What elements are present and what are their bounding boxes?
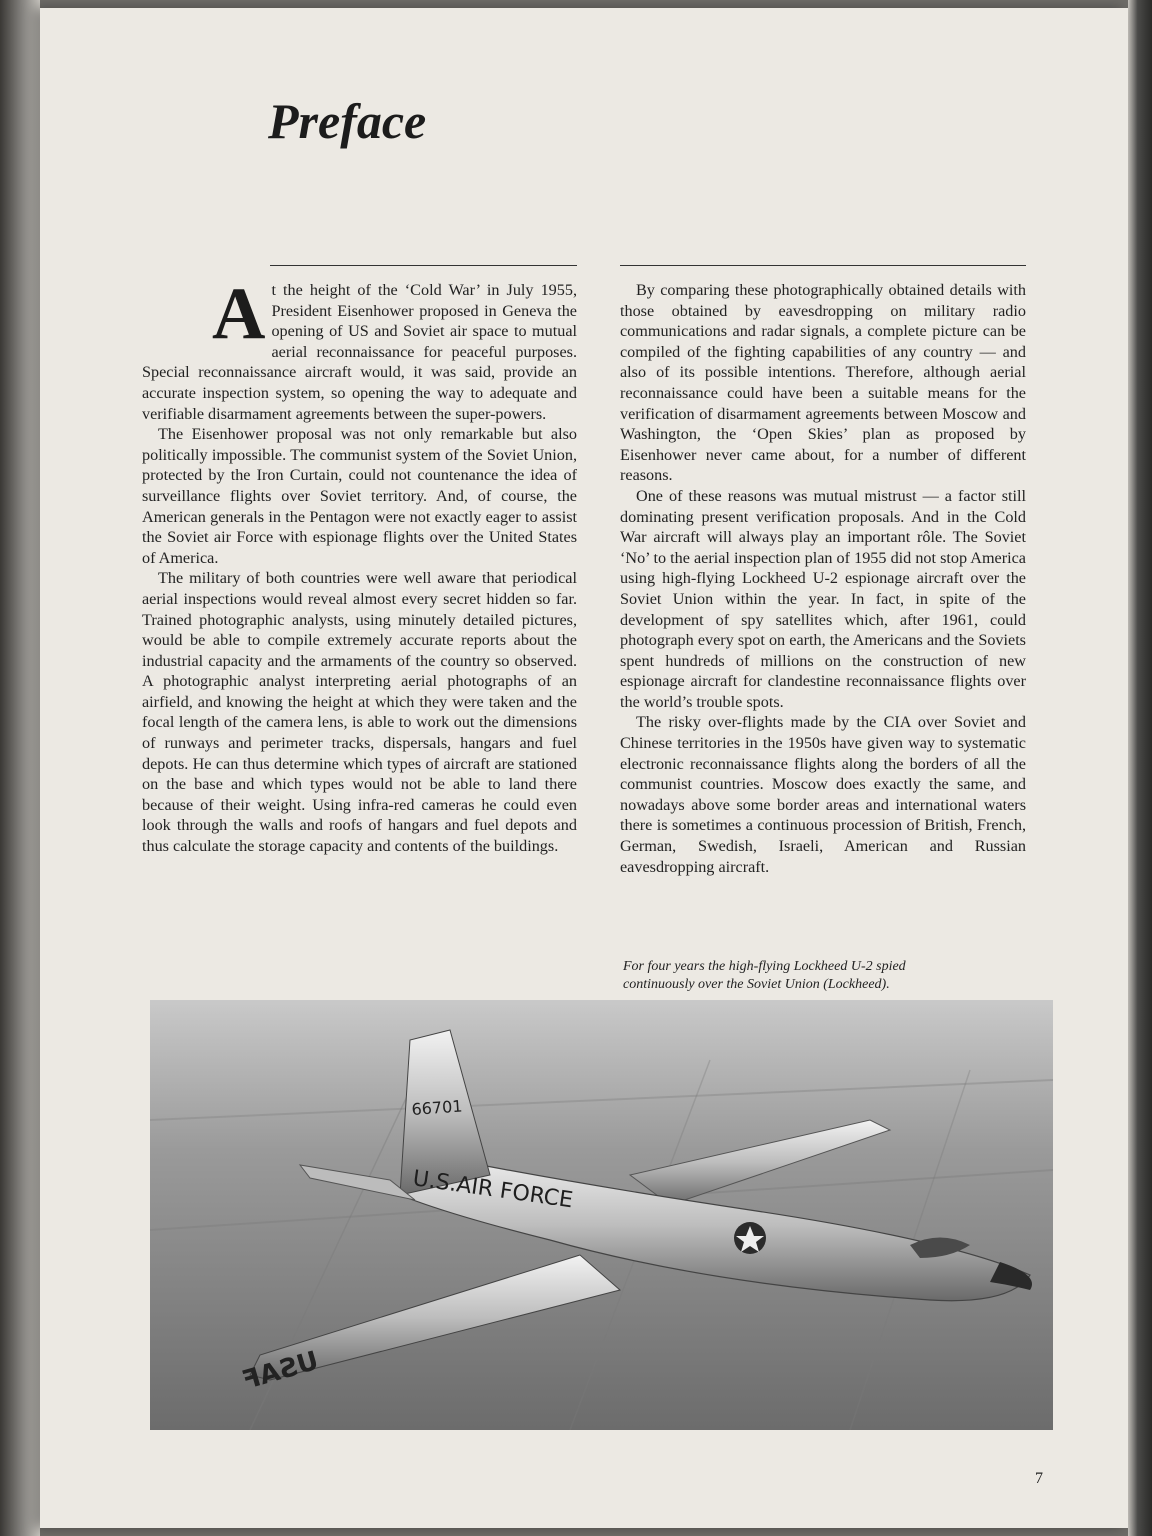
page-title: Preface [268,93,427,149]
right-column [620,265,1026,877]
aircraft-photo [150,1000,1053,1430]
u2-aircraft-illustration [150,1000,1053,1430]
paragraph: By comparing these photographically obtained details with those obtained by eavesdropping on military radio communications and radar signals, a complete picture can be compiled of the fighting capabilities of any country — and also of its possible intentions. Therefore, although aerial reconnaissance could have been a suitable means for the verification of disarmament agreements between Moscow and Washington, the ‘Open Skies’ plan as proposed by Eisenhower never came about, for a number of different reasons. [620,281,1026,485]
drop-cap: A [212,273,266,355]
paragraph: The risky over-flights made by the CIA over Soviet and Chinese territories in the 1950s have given way to systematic electronic reconnaissance flights along the borders of all the communist countries. Moscow does exactly the same, and nowadays above some border areas and international waters there is sometimes a continuous procession of British, French, German, Swedish, Israeli, American and Russian eavesdropping aircraft. [620,713,1026,876]
fuselage-marking: U.S.AIR FORCE [411,1166,575,1214]
book-binding-left [0,0,40,1536]
paragraph-text: t the height of the ‘Cold War’ in July 1955, President Eisenhower proposed in Geneva the opening of US and Soviet air space to mutual aerial reconnaissance for peaceful purposes. Special reconnaissance aircraft would, it was said, provide an accurate inspection system, so opening the way to adequate and verifiable disarmament agreements between the super-powers. [142,281,577,423]
paragraph [142,273,577,424]
left-column [142,265,577,857]
paragraph: The military of both countries were well aware that periodical aerial inspections would reveal almost every secret hidden so far. Trained photographic analysts, using minutely detailed pictures, would be able to compile extremely accurate reports about the industrial capacity and the armaments of the country so observed. A photographic analyst interpreting aerial photographs of an airfield, and knowing the height at which they were taken and the focal length of the camera lens, is able to work out the dimensions of runways and perimeter tracks, dispersals, hangars and fuel depots. He can thus determine which types of aircraft are stationed on the base and which types would not be able to land there because of their weight. Using infra-red cameras he could even look through the walls and roofs of hangars and fuel depots and thus calculate the storage capacity and contents of the buildings. [142,569,577,856]
book-cover-edge [1128,0,1152,1536]
paragraph: One of these reasons was mutual mistrust — a factor still dominating present verification proposals. And in the Cold War aircraft will always play an important rôle. The Soviet ‘No’ to the aerial inspection plan of 1955 did not stop America using high-flying Lockheed U-2 espionage aircraft over the Soviet Union within the year. In fact, in spite of the development of spy satellites which, after 1961, could photograph every spot on earth, the Americans and the Soviets spent hundreds of millions on the construction of new espionage aircraft for clandestine reconnaissance flights over the world’s trouble spots. [620,486,1026,711]
page-number: 7 [1035,1470,1043,1487]
wing-marking: USAF [238,1345,322,1397]
photo-caption: For four years the high-flying Lockheed U-2 spied continuously over the Soviet Union (Lockheed). [623,959,906,992]
paragraph: The Eisenhower proposal was not only remarkable but also politically impossible. The communist system of the Soviet Union, protected by the Iron Curtain, could not countenance the idea of surveillance flights over Soviet territory. And, of course, the American generals in the Pentagon were not exactly eager to assist the Soviet air Force with espionage flights over the United States of America. [142,425,577,567]
column-rule [270,265,577,266]
tail-number: 66701 [410,1096,464,1119]
column-rule [620,265,1026,266]
